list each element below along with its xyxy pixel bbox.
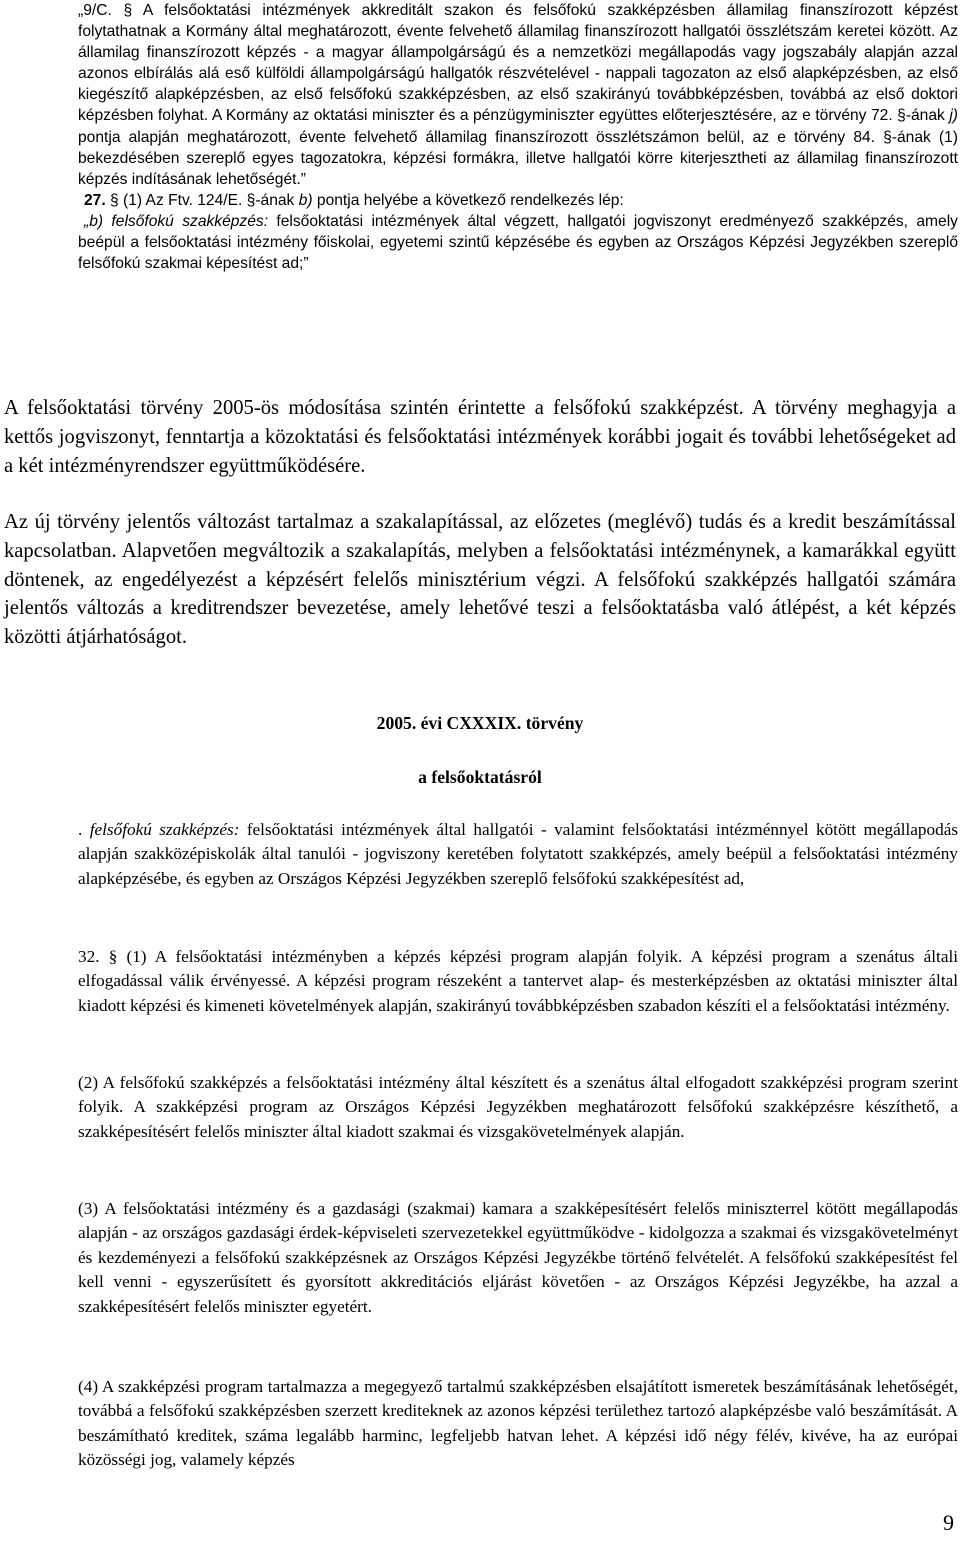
body-paragraph-1: A felsőoktatási törvény 2005-ös módosítása szintén érintette a felsőfokú szakképzést. A törvény meghagyja a kettős jogviszonyt, fenntartja a közoktatási és felsőoktatási intézmények korábbi jogait és további lehetőségeket ad a két intézményrendszer együttműködésére. [4, 397, 956, 477]
law-definition: . felsőfokú szakképzés: felsőoktatási intézmények által hallgatói - valamint felsőoktatási intézménnyel kötött megállapodás alapján szakközépiskolák által tanulói - jogviszony keretében folytatott szakképzés, amely beépül a felsőoktatási intézmény alapképzésébe, és egyben az Országos Képzési Jegyzékben szereplő felsőfokú szakképesítést ad, [78, 820, 959, 888]
law-section-32-2: (2) A felsőfokú szakképzés a felsőoktatási intézmény által készített és a szenátus által elfogadott szakképzési program szerint folyik. A szakképzési program az Országos Képzési Jegyzékben meghatározott felsőfokú szakképzésre készíthető, a szakképesítésért felelős miniszter által kiadott szakmai és vizsgakövetelmények alapján. [78, 1073, 958, 1141]
law-subtitle: a felsőoktatásról [418, 767, 542, 787]
law-section-32-1: 32. § (1) A felsőoktatási intézményben a képzés képzési program alapján folyik. A képzési program a szenátus általi elfogadással válik érvényessé. A képzési program részeként a tantervet alap- és mesterképzésben az oktatási miniszter által kiadott képzési és kimeneti követelmények alapján, szakirányú továbbképzésben szabadon készíti el a felsőoktatási intézmény. [78, 947, 958, 1015]
section-9c-paragraph: „9/C. § A felsőoktatási intézmények akkreditált szakon és felsőfokú szakképzésben államilag finanszírozott képzést folytathatnak a Kormány által meghatározott, évente felvehető államilag finanszírozott hallgatói összlétszám keretei között. Az államilag finanszírozott képzés - a magyar állampolgárságú és a nemzetközi megállapodás vagy jogszabály alapján azzal azonos elbírálás alá eső külföldi állampolgárságú hallgatók részvételével - nappali tagozaton az első alapképzésben, az első kiegészítő alapképzésben, az első felsőfokú szakképzésben, az első szakirányú továbbképzésben, továbbá az első doktori képzésben folyhat. A Kormány az oktatási miniszter és a pénzügyminiszter együttes előterjesztésére, az e törvény 72. §-ának j) pontja alapján meghatározott, évente felvehető államilag finanszírozott összlétszámon belül, az e törvény 84. §-ának (1) bekezdésében szereplő egyes tagozatokra, képzési formákra, illetve hallgatói körre kiterjesztheti az államilag finanszírozott képzés indításának lehetőségét.” [78, 2, 958, 188]
section-27-paragraph: 27. § (1) Az Ftv. 124/E. §-ának b) pontja helyébe a következő rendelkezés lép: [84, 191, 624, 209]
body-paragraph-2: Az új törvény jelentős változást tartalmaz a szakalapítással, az előzetes (meglévő) tudás és a kredit beszámítással kapcsolatban. Alapvetően megváltozik a szakalapítás, melyben a felsőoktatási intézménynek, a kamarákkal együtt döntenek, az engedélyezést a képzésért felelős minisztérium végzi. A felsőfokú szakképzés hallgatói számára jelentős változás a kreditrendszer bevezetése, amely lehetővé teszi a felsőoktatásba való átlépést, a két képzés közötti átjárhatóságot. [4, 511, 956, 649]
law-title: 2005. évi CXXXIX. törvény [376, 713, 584, 733]
law-section-32-4: (4) A szakképzési program tartalmazza a megegyező tartalmú szakképzésben elsajátított ismeretek beszámításának lehetőségét, továbbá a felsőfokú szakképzésben szerzett krediteknek az azonos képzési területhez tartozó alapképzésbe való beszámítását. A beszámítható kreditek, száma legalább harminc, legfeljebb hatvan lehet. A képzési idő négy félév, kivéve, ha az európai közösségi jog, valamely képzés [78, 1377, 958, 1470]
page-number: 9 [943, 1510, 954, 1535]
law-section-32-3: (3) A felsőoktatási intézmény és a gazdasági (szakmai) kamara a szakképesítésért felelős miniszterrel kötött megállapodás alapján - az országos gazdasági érdek-képviseleti szervezetekkel együttműködve - kidolgozza a szakmai és vizsgakövetelményt és kezdeményezi a felsőfokú szakképzésnek az Országos Képzési Jegyzékbe történő felvételét. A felsőfokú szakképesítést fel kell venni - egyszerűsített és gyorsított akkreditációs eljárást követően - az Országos Képzési Jegyzékbe, ha azzal a szakképesítésért felelős miniszter egyetért. [78, 1199, 958, 1316]
definition-paragraph: „b) felsőfokú szakképzés: felsőoktatási intézmények által végzett, hallgatói jogviszonyt eredményező szakképzés, amely beépül a felsőoktatási intézmény főiskolai, egyetemi szintű képzésébe és egyben az Országos Képzési Jegyzékben szereplő felsőfokú szakmai képesítést ad;” [78, 212, 958, 273]
quoted-amendment [78, 0, 958, 274]
